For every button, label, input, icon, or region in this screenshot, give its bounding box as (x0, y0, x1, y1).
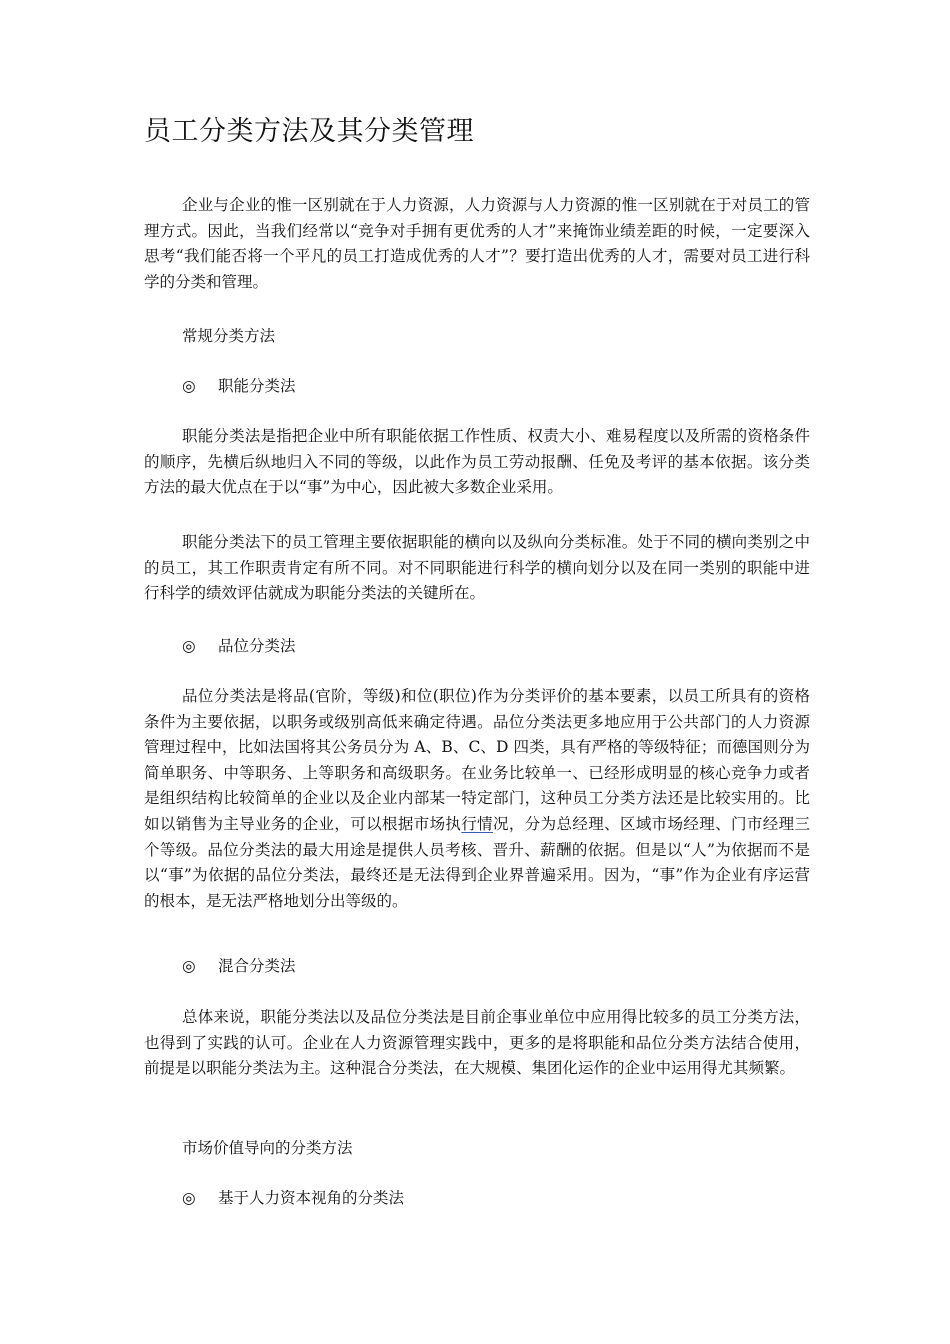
intro-paragraph: 企业与企业的惟一区别就在于人力资源，人力资源与人力资源的惟一区别就在于对员工的管理方式。因此，当我们经常以“竞争对手拥有更优秀的人才”来掩饰业绩差距的时候，一定要深入思考“我们能否将一个平凡的员工打造成优秀的人才”？要打造出优秀的人才，需要对员工进行科学的分类和管理。 (144, 196, 810, 291)
mixed-paragraph: 总体来说，职能分类法以及品位分类法是目前企事业单位中应用得比较多的员工分类方法，也得到了实践的认可。企业在人力资源管理实践中，更多的是将职能和品位分类方法结合使用，前提是以职能分类法为主。这种混合分类法，在大规模、集团化运作的企业中运用得尤其频繁。 (144, 1008, 810, 1078)
rank-paragraph-part-a: 品位分类法是将品(官阶，等级)和位(职位)作为分类评价的基本要素，以员工所具有的资格条件为主要依据，以职务或级别高低来确定待遇。品位分类法更多地应用于公共部门的人力资源管理过程中，比如法国将其公务员分为 A、B、C、D 四类，具有严格的等级特征；而德国则分为简单职务、中等职务、上等职务和高级职务。在业务比较单一、已经形成明显的核心竞争力或者是组织结构比较简单的企业以及企业内部某一特定部门，这种员工分类方法还是比较实用的。比如以销售为主导业务的企业，可以根据市场执 (144, 687, 810, 833)
rank-paragraph-part-b: 况，分为总经理、区域市场经理、门市经理三个等级。品位分类法的最大用途是提供人员考核、晋升、薪酬的依据。但是以“人”为依据而不是以“事”为依据的品位分类法，最终还是无法得到企业界普遍采用。因为，“事”作为企业有序运营的根本，是无法严格地划分出等级的。 (144, 814, 810, 910)
bullet-rank-classification (182, 633, 296, 659)
functional-paragraph-1: 职能分类法是指把企业中所有职能依据工作性质、权责大小、难易程度以及所需的资格条件的顺序，先横后纵地归入不同的等级，以此作为员工劳动报酬、任免及考评的基本依据。该分类方法的最大优点在于以“事”为中心，因此被大多数企业采用。 (144, 427, 810, 497)
bullet-label: 混合分类法 (218, 957, 296, 975)
bullet-label: 基于人力资本视角的分类法 (218, 1189, 405, 1207)
bullet-label: 职能分类法 (218, 377, 296, 395)
bullet-mark-icon: ◎ (182, 377, 196, 395)
bullet-label: 品位分类法 (218, 637, 296, 655)
market-link[interactable]: 行情 (461, 814, 494, 833)
section-heading-conventional: 常规分类方法 (182, 327, 276, 345)
section-heading-market-value: 市场价值导向的分类方法 (182, 1139, 353, 1157)
bullet-mark-icon: ◎ (182, 1189, 196, 1207)
bullet-functional-classification (182, 373, 296, 399)
bullet-mixed-classification (182, 953, 296, 979)
functional-paragraph-2: 职能分类法下的员工管理主要依据职能的横向以及纵向分类标准。处于不同的横向类别之中的员工，其工作职责肯定有所不同。对不同职能进行科学的横向划分以及在同一类别的职能中进行科学的绩效评估就成为职能分类法的关键所在。 (144, 533, 810, 603)
document-title: 员工分类方法及其分类管理 (144, 116, 474, 147)
bullet-mark-icon: ◎ (182, 957, 196, 975)
bullet-human-capital (182, 1185, 404, 1211)
rank-paragraph (144, 684, 810, 914)
bullet-mark-icon: ◎ (182, 637, 196, 655)
